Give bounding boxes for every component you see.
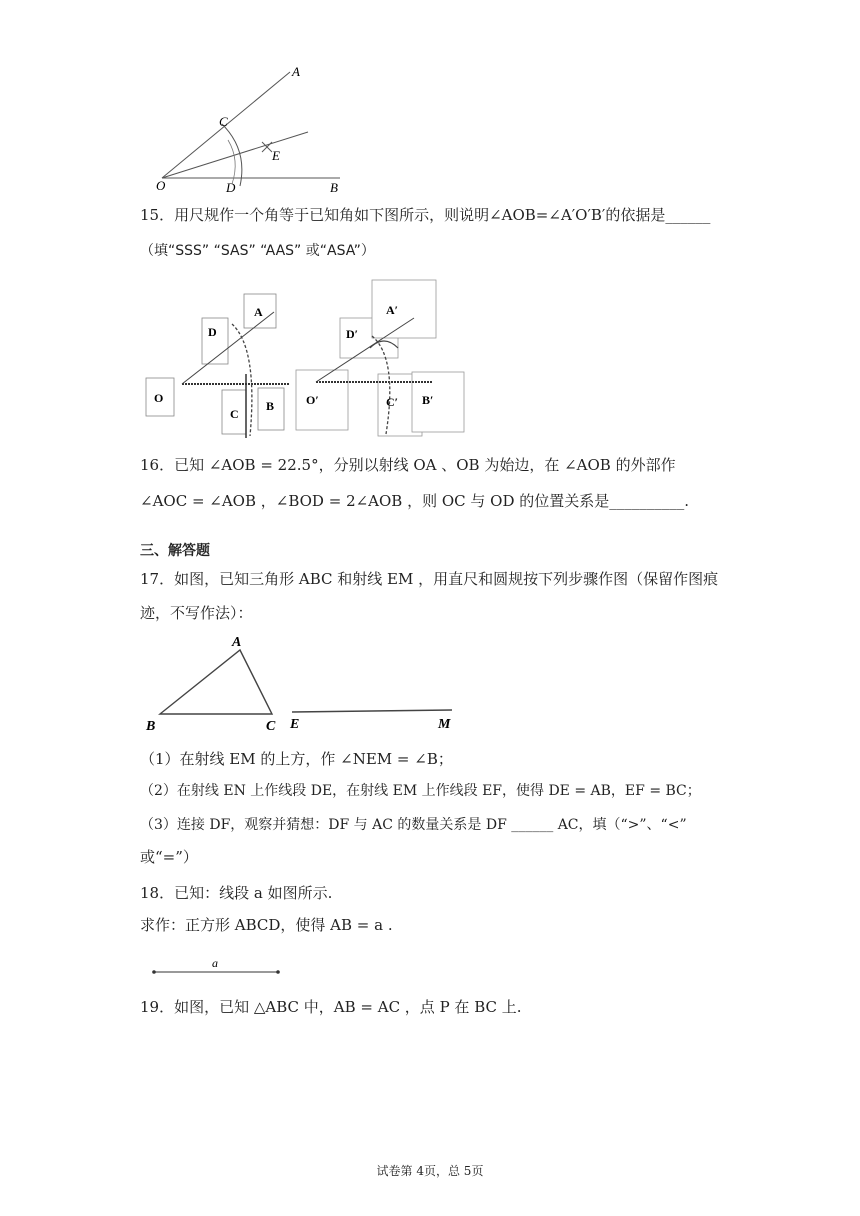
q16-text: 16．已知 ∠AOB = 22.5°，分别以射线 OA 、OB 为始边，在 ∠AOB 的外部作 [140,456,676,474]
label-C-prime: C′ [386,395,399,409]
q18-task: 求作：正方形 ABCD，使得 AB = a . [140,916,393,934]
section-heading: 三、解答题 [140,543,210,559]
label-B-left: B [266,399,275,413]
label-C: C [219,114,228,129]
q15-text: 15．用尺规作一个角等于已知角如下图所示，则说明∠AOB=∠A′O′B′的依据是______ [140,206,711,224]
q15-hint: （填“SSS” “SAS” “AAS” 或“ASA”） [140,243,375,259]
label-D: D [226,180,236,195]
label-M: M [438,717,451,732]
label-B-prime: B′ [422,393,434,407]
label-E: E [290,717,300,732]
label-A-prime: A′ [386,303,399,317]
q17-step-3: （3）连接 DF，观察并猜想：DF 与 AC 的数量关系是 DF ______ AC，填（“>”、“<” [140,817,687,833]
figure-copy-angle [140,278,480,442]
q19-text: 19．如图，已知 △ABC 中，AB = AC ，点 P 在 BC 上. [140,998,522,1016]
label-E: E [272,148,280,163]
figure-angle-construction [140,60,360,200]
label-O-prime: O′ [306,393,319,407]
label-D-left: D [208,325,217,339]
q18-text: 18．已知：线段 a 如图所示. [140,884,333,902]
label-A-left: A [254,305,263,319]
label-B: B [146,719,156,734]
label-a: a [212,956,218,970]
label-B: B [330,180,338,195]
q17-text-2: 迹，不写作法）： [140,604,253,622]
q17-step-2: （2）在射线 EN 上作线段 DE，在射线 EM 上作线段 EF，使得 DE = AB，EF = BC； [140,783,701,799]
q16-text-2: ∠AOC = ∠AOB ，∠BOD = 2∠AOB ，则 OC 与 OD 的位置关系是__________. [140,492,690,510]
q17-text: 17．如图，已知三角形 ABC 和射线 EM ，用直尺和圆规按下列步骤作图（保留作图痕 [140,570,719,588]
q17-step-3-cont: 或“=”） [140,848,198,866]
label-O-left: O [154,391,164,405]
figure-triangle-ray [140,632,470,738]
label-C-left: C [230,407,239,421]
label-D-prime: D′ [346,327,359,341]
q17-step-1: （1）在射线 EM 的上方，作 ∠NEM = ∠B； [140,750,453,768]
page-footer: 试卷第 4页，总 5页 [376,1164,484,1178]
label-C: C [266,719,276,734]
label-A: A [232,635,242,650]
figure-segment-a [146,956,286,980]
label-A: A [292,64,300,79]
label-O: O [156,178,166,193]
